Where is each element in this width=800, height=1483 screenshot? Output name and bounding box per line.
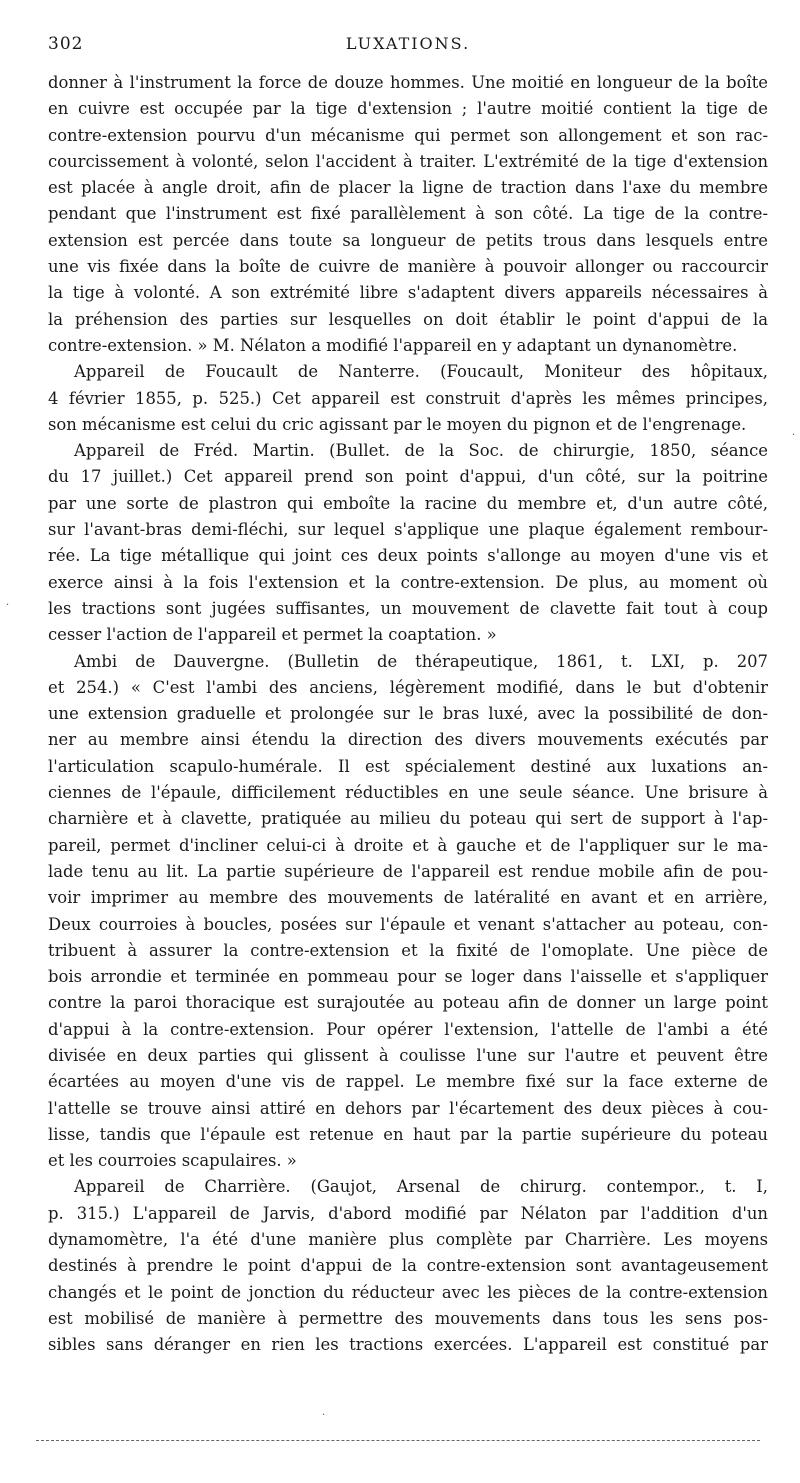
text-line: les tractions sont jugées suffisantes, un mouvement de clavette fait tout à coup bbox=[48, 598, 768, 618]
text-line: sur l'avant-bras demi-fléchi, sur lequel s'applique une plaque également rembour- bbox=[48, 520, 768, 540]
text-line: écartées au moyen d'une vis de rappel. Le membre fixé sur la face externe de bbox=[48, 1072, 768, 1092]
text-line: bois arrondie et terminée en pommeau pour se loger dans l'aisselle et s'appliquer bbox=[48, 967, 768, 987]
text-line: 4 février 1855, p. 525.) Cet appareil est construit d'après les mêmes principes, bbox=[48, 388, 768, 408]
text-line: en cuivre est occupée par la tige d'extension ; l'autre moitié contient la tige de bbox=[48, 99, 768, 119]
text-line: charnière et à clavette, pratiquée au milieu du poteau qui sert de support à l'ap- bbox=[48, 809, 768, 829]
text-line: pareil, permet d'incliner celui-ci à droite et à gauche et de l'appliquer sur le ma- bbox=[48, 835, 768, 855]
text-line: extension est percée dans toute sa longueur de petits trous dans lesquels entre bbox=[48, 230, 768, 250]
text-line: donner à l'instrument la force de douze hommes. Une moitié en longueur de la boîte bbox=[48, 73, 768, 92]
text-line: divisée en deux parties qui glissent à coulisse l'une sur l'autre et peuvent être bbox=[48, 1045, 768, 1065]
body-text bbox=[48, 70, 768, 1359]
text-line: par une sorte de plastron qui emboîte la racine du membre et, d'un autre côté, bbox=[48, 493, 768, 513]
text-line: est mobilisé de manière à permettre des mouvements dans tous les sens pos- bbox=[48, 1308, 768, 1328]
text-line: du 17 juillet.) Cet appareil prend son point d'appui, d'un côté, sur la poitrine bbox=[48, 467, 768, 487]
bottom-dashed-rule bbox=[36, 1440, 760, 1441]
text-line: contre-extension. » M. Nélaton a modifié l'appareil en y adaptant un dynanomètre. bbox=[48, 335, 738, 355]
text-line: lade tenu au lit. La partie supérieure de l'appareil est rendue mobile afin de pou- bbox=[48, 861, 768, 881]
text-line: la préhension des parties sur lesquelles on doit établir le point d'appui de la bbox=[48, 309, 768, 329]
text-line: contre-extension pourvu d'un mécanisme qui permet son allongement et son rac- bbox=[48, 125, 768, 145]
text-line: changés et le point de jonction du réducteur avec les pièces de la contre-extension bbox=[48, 1282, 768, 1302]
text-line: p. 315.) L'appareil de Jarvis, d'abord modifié par Nélaton par l'addition d'un bbox=[48, 1203, 768, 1223]
text-line: contre la paroi thoracique est surajoutée au poteau afin de donner un large point bbox=[48, 993, 768, 1013]
text-line: la tige à volonté. A son extrémité libre s'adaptent divers appareils nécessaires à bbox=[48, 283, 768, 303]
text-line: d'appui à la contre-extension. Pour opérer l'extension, l'attelle de l'ambi a été bbox=[48, 1019, 768, 1039]
text-line: courcissement à volonté, selon l'accident à traiter. L'extrémité de la tige d'extension bbox=[48, 151, 768, 171]
text-line: exerce ainsi à la fois l'extension et la contre-extension. De plus, au moment où bbox=[48, 572, 768, 592]
text-line: Deux courroies à boucles, posées sur l'épaule et venant s'attacher au poteau, con- bbox=[48, 914, 768, 934]
text-line: lisse, tandis que l'épaule est retenue en haut par la partie supérieure du poteau bbox=[48, 1124, 768, 1144]
text-line: ciennes de l'épaule, difficilement réductibles en une seule séance. Une brisure à bbox=[48, 783, 768, 803]
text-line: cesser l'action de l'appareil et permet la coaptation. » bbox=[48, 625, 497, 645]
scan-speck: · bbox=[6, 600, 10, 611]
paragraph-heading-line: Appareil de Foucault de Nanterre. (Foucault, Moniteur des hôpitaux, bbox=[74, 362, 768, 382]
paragraph-heading-line: Appareil de Charrière. (Gaujot, Arsenal de chirurg. contempor., t. I, bbox=[74, 1177, 768, 1197]
text-line: sibles sans déranger en rien les tractions exercées. L'appareil est constitué par bbox=[48, 1335, 768, 1355]
page-number: 302 bbox=[48, 34, 84, 54]
text-line: une vis fixée dans la boîte de cuivre de manière à pouvoir allonger ou raccourcir bbox=[48, 257, 768, 277]
text-line: est placée à angle droit, afin de placer la ligne de traction dans l'axe du membre bbox=[48, 178, 768, 198]
running-title: LUXATIONS. bbox=[345, 34, 471, 53]
text-line: dynamomètre, l'a été d'une manière plus complète par Charrière. Les moyens bbox=[48, 1230, 768, 1250]
text-line: ner au membre ainsi étendu la direction des divers mouvements exécutés par bbox=[48, 730, 768, 750]
text-line: tribuent à assurer la contre-extension et la fixité de l'omoplate. Une pièce de bbox=[48, 940, 768, 960]
text-line: et 254.) « C'est l'ambi des anciens, légèrement modifié, dans le but d'obtenir bbox=[48, 677, 768, 697]
text-line: une extension graduelle et prolongée sur le bras luxé, avec la possibilité de don- bbox=[48, 704, 768, 724]
text-line: l'articulation scapulo-humérale. Il est spécialement destiné aux luxations an- bbox=[48, 756, 768, 776]
text-line: destinés à prendre le point d'appui de la contre-extension sont avantageusement bbox=[48, 1256, 768, 1276]
scan-speck: · bbox=[792, 430, 796, 441]
running-head bbox=[48, 28, 768, 58]
paragraph-heading-line: Appareil de Fréd. Martin. (Bullet. de la Soc. de chirurgie, 1850, séance bbox=[74, 441, 768, 461]
text-line: pendant que l'instrument est fixé parallèlement à son côté. La tige de la contre- bbox=[48, 204, 768, 224]
text-line: voir imprimer au membre des mouvements de latéralité en avant et en arrière, bbox=[48, 888, 768, 908]
scan-speck: · bbox=[322, 1410, 326, 1421]
text-line: l'attelle se trouve ainsi attiré en dehors par l'écartement des deux pièces à cou- bbox=[48, 1098, 768, 1118]
paragraph-heading-line: Ambi de Dauvergne. (Bulletin de thérapeutique, 1861, t. LXI, p. 207 bbox=[74, 651, 768, 671]
text-line: son mécanisme est celui du cric agissant par le moyen du pignon et de l'engrenage. bbox=[48, 414, 747, 434]
text-line: rée. La tige métallique qui joint ces deux points s'allonge au moyen d'une vis et bbox=[48, 546, 768, 566]
text-line: et les courroies scapulaires. » bbox=[48, 1151, 297, 1171]
